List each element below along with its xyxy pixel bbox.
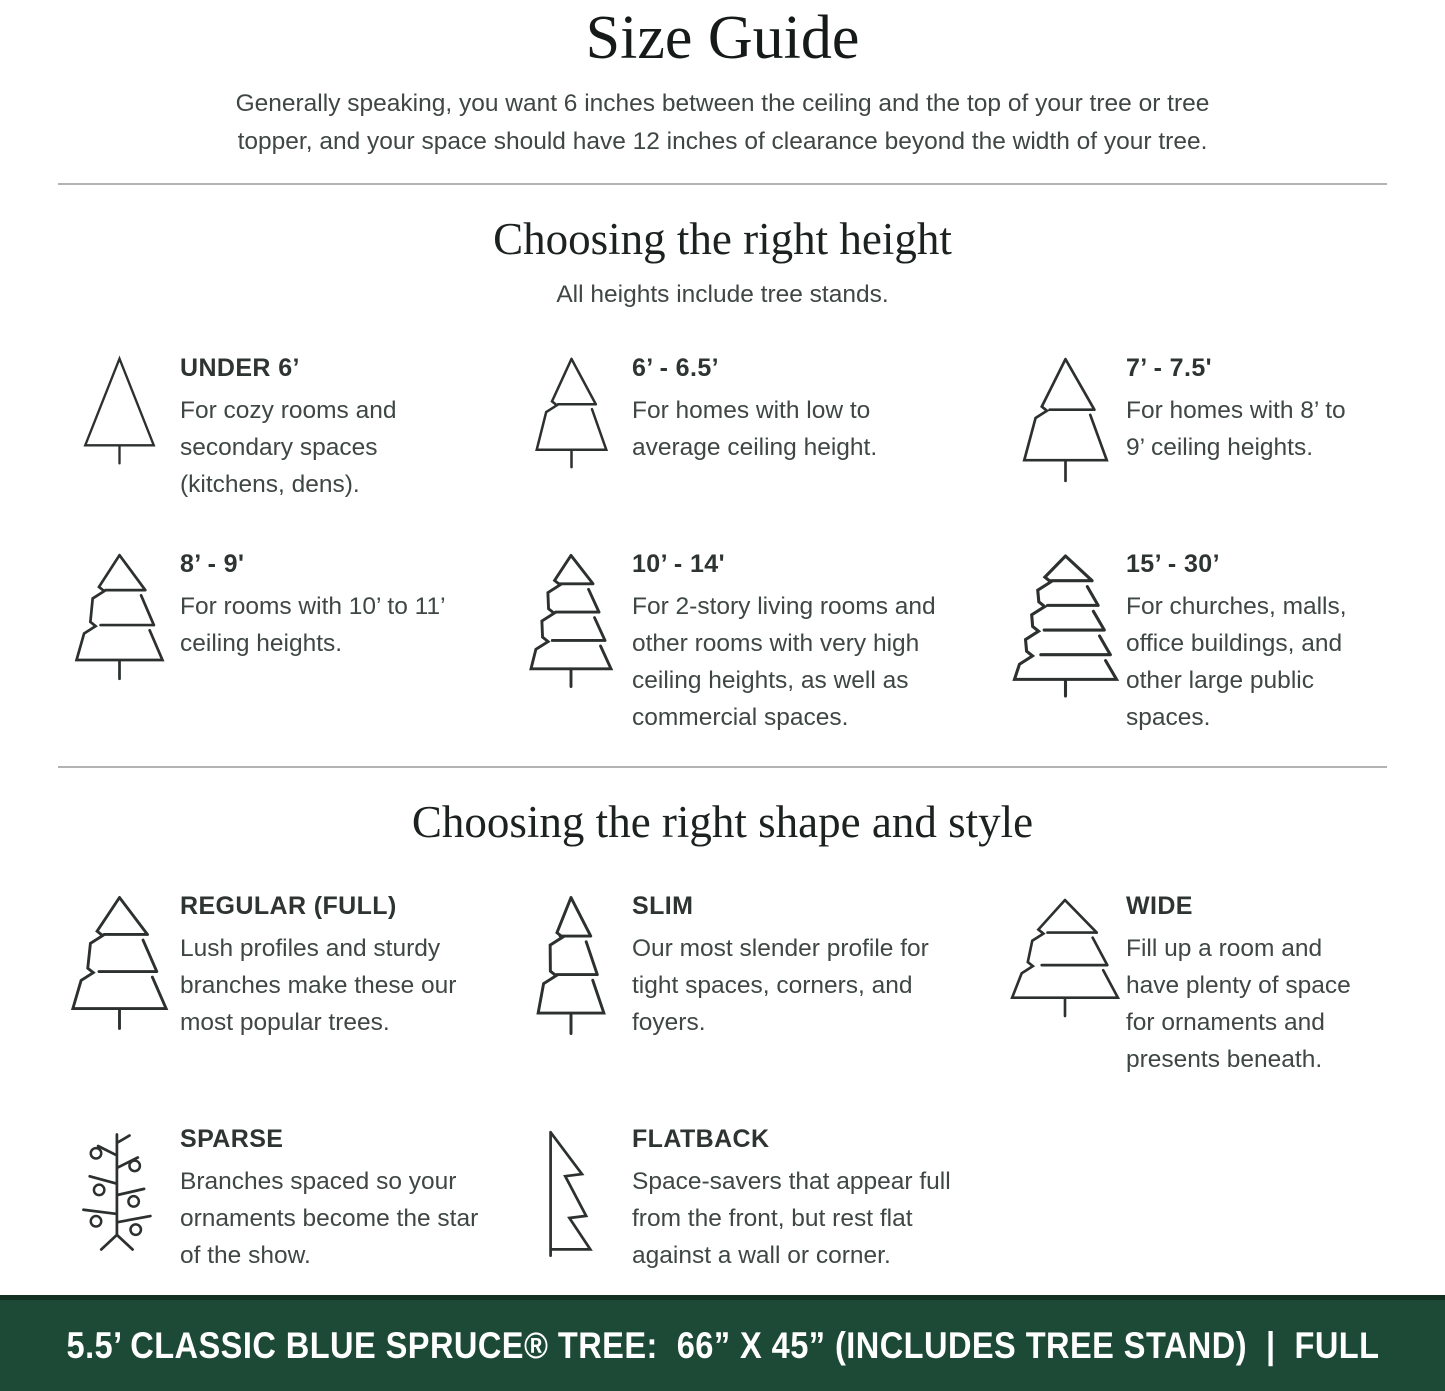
intro-text: Generally speaking, you want 6 inches between the ceiling and the top of your tree or tree topper, and your space should have 12 inches of clearance beyond the width of your tree. bbox=[235, 90, 1210, 156]
shape-item-wide bbox=[1004, 891, 1387, 1078]
footer-bar bbox=[0, 1295, 1445, 1391]
item-title: WIDE bbox=[1126, 892, 1193, 921]
shape-item-flatback bbox=[510, 1124, 1004, 1274]
height-item-8-9 bbox=[58, 549, 510, 736]
item-title: 15’ - 30’ bbox=[1126, 549, 1220, 578]
item-description: Space-savers that appear full from the front, but rest flat against a wall or corner. bbox=[632, 1168, 951, 1270]
item-description: Our most slender profile for tight spaces, corners, and foyers. bbox=[632, 935, 929, 1037]
item-title: UNDER 6’ bbox=[180, 353, 300, 382]
height-item-6-65 bbox=[510, 353, 1004, 503]
item-title: REGULAR (FULL) bbox=[180, 892, 397, 921]
single-tier-tree-icon bbox=[58, 353, 180, 467]
height-item-15-30 bbox=[1004, 549, 1387, 736]
regular-tree-icon bbox=[58, 891, 180, 1033]
shape-item-sparse bbox=[58, 1124, 510, 1274]
height-item-10-14 bbox=[510, 549, 1004, 736]
five-tier-tree-icon bbox=[1004, 549, 1126, 701]
shape-item-slim bbox=[510, 891, 1004, 1078]
section-heading-shape: Choosing the right shape and style bbox=[411, 796, 1034, 847]
shape-item-regular bbox=[58, 891, 510, 1078]
item-title: FLATBACK bbox=[632, 1125, 770, 1154]
item-title: 6’ - 6.5’ bbox=[632, 353, 719, 382]
item-description: For cozy rooms and secondary spaces (kitchens, dens). bbox=[180, 396, 397, 498]
four-tier-tree-icon bbox=[510, 549, 632, 691]
page-title: Size Guide bbox=[585, 4, 860, 72]
divider bbox=[58, 183, 1387, 185]
shape-grid bbox=[58, 891, 1387, 1274]
divider bbox=[58, 766, 1387, 768]
height-grid bbox=[58, 353, 1387, 736]
item-description: For 2-story living rooms and other rooms with very high ceiling heights, as well as commercial spaces. bbox=[632, 592, 936, 731]
item-description: For rooms with 10’ to 11’ ceiling heights. bbox=[180, 592, 445, 657]
item-description: For homes with 8’ to 9’ ceiling heights. bbox=[1126, 396, 1346, 461]
two-tier-tree-icon bbox=[1004, 353, 1126, 485]
slim-tree-icon bbox=[510, 891, 632, 1038]
footer-product-summary: 5.5’ CLASSIC BLUE SPRUCE® TREE: 66” X 45” (INCLUDES TREE STAND) | FULL bbox=[66, 1324, 1379, 1366]
item-description: For homes with low to average ceiling height. bbox=[632, 396, 878, 461]
three-tier-tree-icon bbox=[58, 549, 180, 683]
two-tier-tree-icon bbox=[510, 353, 632, 471]
section-heading-height: Choosing the right height bbox=[493, 214, 952, 265]
item-title: 8’ - 9' bbox=[180, 549, 245, 578]
wide-tree-icon bbox=[1004, 891, 1126, 1023]
height-item-7-75 bbox=[1004, 353, 1387, 503]
item-title: SLIM bbox=[632, 892, 694, 921]
item-title: SPARSE bbox=[180, 1125, 284, 1154]
item-description: Fill up a room and have plenty of space for ornaments and presents beneath. bbox=[1126, 935, 1351, 1074]
section-subheading-height: All heights include tree stands. bbox=[556, 280, 889, 308]
item-title: 7’ - 7.5' bbox=[1126, 353, 1212, 382]
item-description: For churches, malls, office buildings, and other large public spaces. bbox=[1126, 592, 1347, 731]
item-description: Branches spaced so your ornaments become the star of the show. bbox=[180, 1168, 479, 1270]
height-item-under-6 bbox=[58, 353, 510, 503]
item-description: Lush profiles and sturdy branches make these our most popular trees. bbox=[180, 935, 457, 1037]
sparse-tree-icon bbox=[58, 1124, 180, 1258]
item-title: 10’ - 14' bbox=[632, 549, 725, 578]
flatback-tree-icon bbox=[510, 1124, 632, 1264]
